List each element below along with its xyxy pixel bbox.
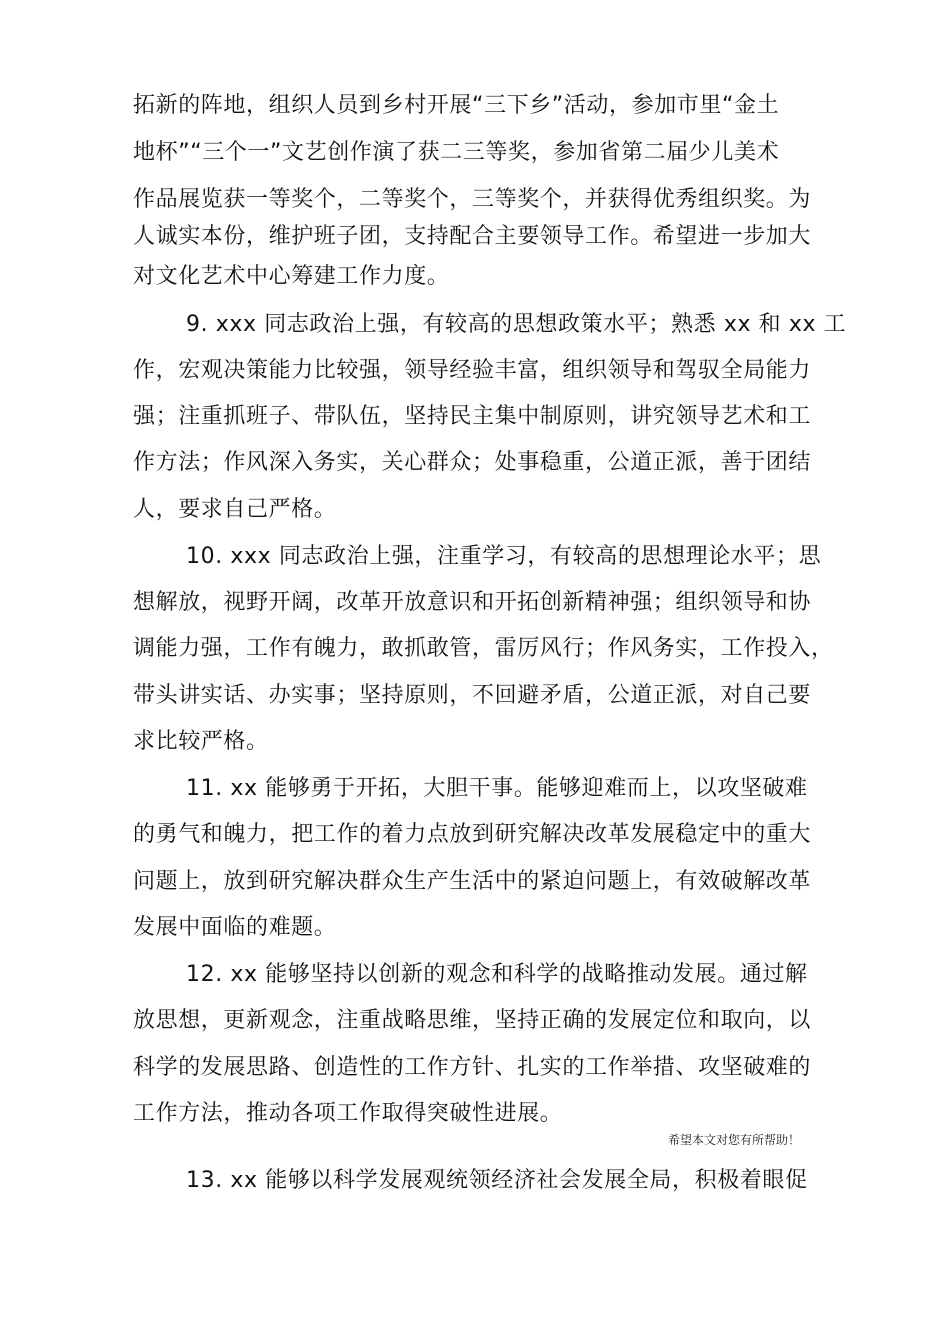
paragraph-line: 想解放，视野开阔，改革开放意识和开拓创新精神强；组织领导和协 — [133, 590, 812, 615]
paragraph-line: 强；注重抓班子、带队伍，坚持民主集中制原则，讲究领导艺术和工 — [133, 404, 812, 429]
paragraph-line: 作方法；作风深入务实，关心群众；处事稳重，公道正派，善于团结 — [133, 450, 812, 475]
paragraph-line: 的勇气和魄力，把工作的着力点放到研究解决改革发展稳定中的重大 — [133, 822, 812, 847]
paragraph-line: 地杯”“三个一”文艺创作演了获二三等奖，参加省第二届少儿美术 — [133, 140, 780, 165]
help-note: 希望本文对您有所帮助！ — [668, 1133, 801, 1147]
paragraph-line: 调能力强，工作有魄力，敢抓敢管，雷厉风行；作风务实，工作投入， — [133, 636, 834, 661]
list-item-9: 9. xxx 同志政治上强，有较高的思想政策水平；熟悉 xx 和 xx 工 — [186, 312, 847, 337]
paragraph-line: 人诚实本份，维护班子团，支持配合主要领导工作。希望进一步加大 — [133, 224, 812, 249]
paragraph-line: 问题上，放到研究解决群众生产生活中的紧迫问题上，有效破解改革 — [133, 869, 812, 894]
paragraph-line: 放思想，更新观念，注重战略思维，坚持正确的发展定位和取向，以 — [133, 1008, 812, 1033]
paragraph-line: 求比较严格。 — [133, 729, 269, 754]
paragraph-line: 发展中面临的难题。 — [133, 915, 337, 940]
paragraph-line: 对文化艺术中心筹建工作力度。 — [133, 264, 450, 289]
paragraph-line: 作品展览获一等奖个，二等奖个，三等奖个，并获得优秀组织奖。为 — [133, 187, 812, 212]
list-item-11: 11. xx 能够勇于开拓，大胆干事。能够迎难而上，以攻坚破难 — [186, 776, 808, 801]
list-item-12: 12. xx 能够坚持以创新的观念和科学的战略推动发展。通过解 — [186, 962, 808, 987]
paragraph-line: 科学的发展思路、创造性的工作方针、扎实的工作举措、攻坚破难的 — [133, 1055, 812, 1080]
paragraph-line: 带头讲实话、办实事；坚持原则，不回避矛盾，公道正派，对自己要 — [133, 683, 812, 708]
list-item-13: 13. xx 能够以科学发展观统领经济社会发展全局，积极着眼促 — [186, 1168, 808, 1193]
list-item-10: 10. xxx 同志政治上强，注重学习，有较高的思想理论水平；思 — [186, 544, 822, 569]
paragraph-line: 拓新的阵地，组织人员到乡村开展“三下乡”活动，参加市里“金土 — [133, 93, 780, 118]
paragraph-line: 工作方法，推动各项工作取得突破性进展。 — [133, 1101, 563, 1126]
paragraph-line: 作，宏观决策能力比较强，领导经验丰富，组织领导和驾驭全局能力 — [133, 358, 812, 383]
paragraph-line: 人，要求自己严格。 — [133, 497, 337, 522]
